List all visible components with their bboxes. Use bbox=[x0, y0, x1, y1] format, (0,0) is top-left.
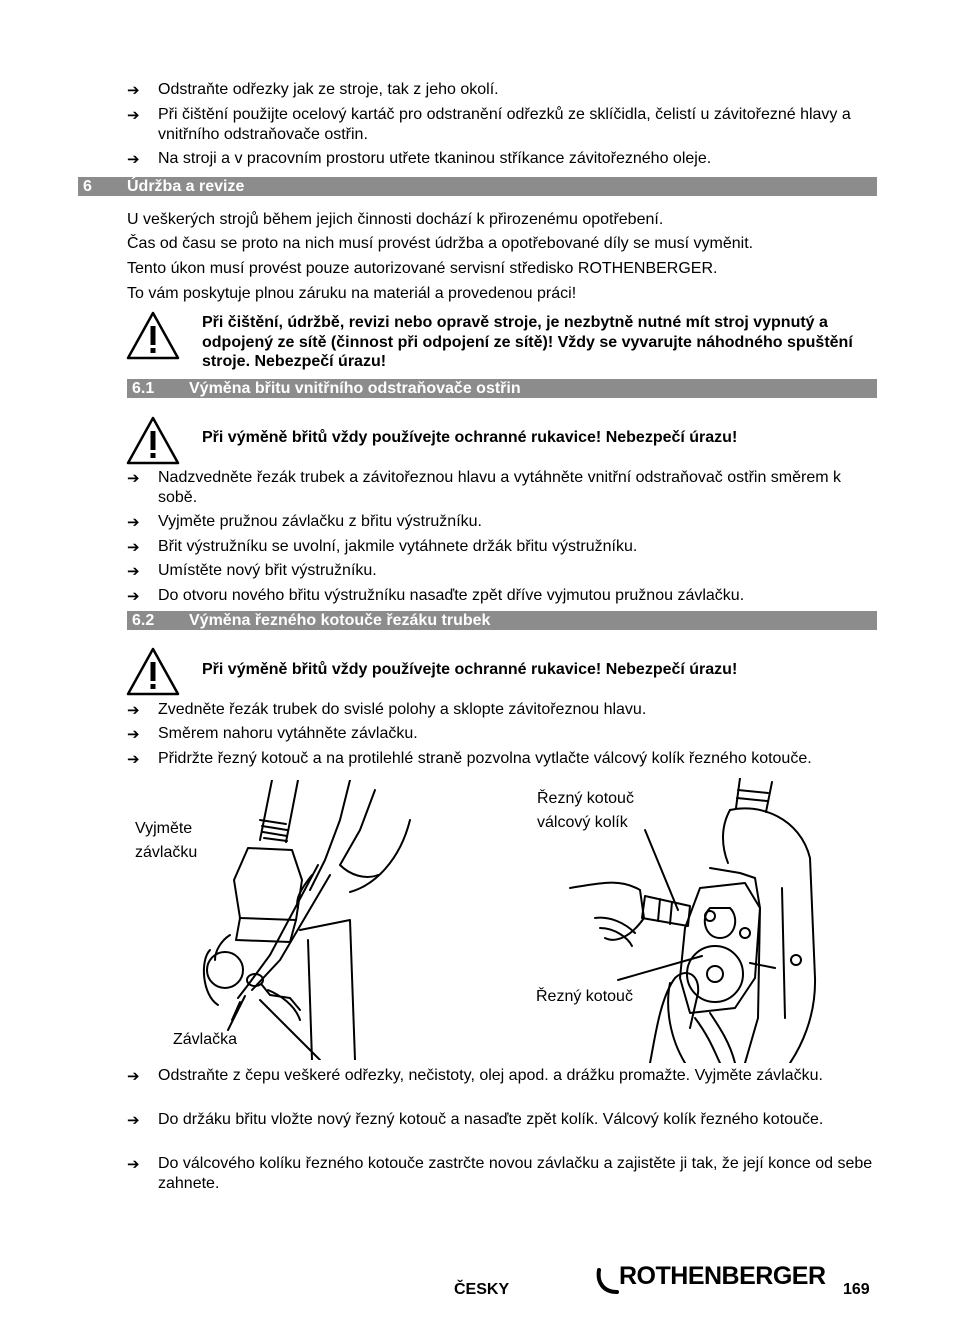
section-heading-6 bbox=[78, 177, 877, 196]
figure-label: závlačku bbox=[135, 844, 198, 861]
arrow-icon: ➔ bbox=[127, 701, 140, 719]
section-heading-6-1 bbox=[127, 379, 877, 398]
paragraph: Čas od času se proto na nich musí provést údržba a opotřebované díly se musí vyměnit. bbox=[127, 235, 754, 252]
logo-text: ROTHENBERGER bbox=[619, 1262, 826, 1290]
bullet-text: Nadzvedněte řezák trubek a závitořeznou hlavu a vytáhněte vnitřní odstraňovač ostřin směrem k sobě. bbox=[158, 469, 842, 506]
rothenberger-logo bbox=[595, 1262, 830, 1302]
list-item bbox=[127, 537, 877, 557]
section-heading-6-2 bbox=[127, 611, 877, 630]
bullet-text: Do otvoru nového břitu výstružníku nasaďte zpět dříve vyjmutou pružnou závlačku. bbox=[158, 587, 745, 604]
figure-label: Vyjměte bbox=[135, 820, 193, 837]
list-item bbox=[127, 80, 877, 100]
bullet-text: Při čištění použijte ocelový kartáč pro odstranění odřezků ze sklíčidla, čelistí u závitořezné hlavy a vnitřního odstraňovače ostřin. bbox=[158, 106, 851, 143]
warning-text: Při výměně břitů vždy používejte ochranné rukavice! Nebezpečí úrazu! bbox=[202, 429, 738, 446]
bullet-text: Do válcového kolíku řezného kotouče zastrčte novou závlačku a zajistěte ji tak, že její konce od sebe zahnete. bbox=[158, 1155, 873, 1192]
figure-label: Řezný kotouč bbox=[537, 790, 634, 807]
paragraph: Tento úkon musí provést pouze autorizované servisní středisko ROTHENBERGER. bbox=[127, 260, 718, 277]
list-item bbox=[127, 749, 877, 769]
bullet-text: Odstraňte odřezky jak ze stroje, tak z jeho okolí. bbox=[158, 81, 499, 98]
list-item bbox=[127, 1154, 877, 1194]
list-item bbox=[127, 512, 877, 532]
figure-label: válcový kolík bbox=[537, 814, 628, 831]
arrow-icon: ➔ bbox=[127, 750, 140, 768]
warning-icon bbox=[126, 311, 180, 360]
arrow-icon: ➔ bbox=[127, 1111, 140, 1129]
bullet-text: Přidržte řezný kotouč a na protilehlé straně pozvolna vytlačte válcový kolík řezného kotouče. bbox=[158, 750, 812, 767]
bullet-text: Umístěte nový břit výstružníku. bbox=[158, 562, 377, 579]
arrow-icon: ➔ bbox=[127, 562, 140, 580]
arrow-icon: ➔ bbox=[127, 725, 140, 743]
section-number: 6.2 bbox=[132, 612, 155, 629]
list-item bbox=[127, 1066, 877, 1086]
bullet-text: Směrem nahoru vytáhněte závlačku. bbox=[158, 725, 418, 742]
section-title: Výměna břitu vnitřního odstraňovače ostřin bbox=[189, 380, 521, 397]
arrow-icon: ➔ bbox=[127, 81, 140, 99]
arrow-icon: ➔ bbox=[127, 587, 140, 605]
bullet-text: Na stroji a v pracovním prostoru utřete tkaninou stříkance závitořezného oleje. bbox=[158, 150, 712, 167]
paragraph: To vám poskytuje plnou záruku na materiál a provedenou práci! bbox=[127, 285, 577, 302]
list-item bbox=[127, 468, 877, 508]
section-number: 6.1 bbox=[132, 380, 155, 397]
section-title: Údržba a revize bbox=[127, 178, 245, 195]
bullet-text: Do držáku břitu vložte nový řezný kotouč a nasaďte zpět kolík. Válcový kolík řezného kotouče. bbox=[158, 1111, 824, 1128]
list-item bbox=[127, 1110, 877, 1130]
list-item bbox=[127, 149, 877, 169]
section-title: Výměna řezného kotouče řezáku trubek bbox=[189, 612, 491, 629]
pliers-illustration bbox=[200, 780, 415, 1060]
bullet-text: Zvedněte řezák trubek do svislé polohy a sklopte závitořeznou hlavu. bbox=[158, 701, 647, 718]
list-item bbox=[127, 586, 877, 606]
bullet-text: Vyjměte pružnou závlačku z břitu výstružníku. bbox=[158, 513, 482, 530]
warning-icon bbox=[126, 647, 180, 696]
footer-language: ČESKY bbox=[454, 1281, 510, 1298]
figure-label: Závlačka bbox=[173, 1031, 238, 1048]
paragraph: U veškerých strojů během jejich činnosti dochází k přirozenému opotřebení. bbox=[127, 211, 664, 228]
list-item bbox=[127, 724, 877, 744]
arrow-icon: ➔ bbox=[127, 1067, 140, 1085]
bullet-text: Břit výstružníku se uvolní, jakmile vytáhnete držák břitu výstružníku. bbox=[158, 538, 638, 555]
warning-text: Při čištění, údržbě, revizi nebo opravě stroje, je nezbytně nutné mít stroj vypnutý a odpojený ze sítě (činnost při odpojení ze sítě)! Vždy se vyvarujte náhodného spuštění stroje. Nebezpečí úrazu! bbox=[202, 314, 853, 370]
arrow-icon: ➔ bbox=[127, 538, 140, 556]
arrow-icon: ➔ bbox=[127, 1155, 140, 1173]
figure-label: Řezný kotouč bbox=[536, 988, 633, 1005]
bullet-text: Odstraňte z čepu veškeré odřezky, nečistoty, olej apod. a drážku promažte. Vyjměte závlačku. bbox=[158, 1067, 823, 1084]
list-item bbox=[127, 700, 877, 720]
warning-icon bbox=[126, 416, 180, 465]
page-number: 169 bbox=[843, 1281, 870, 1298]
warning-text: Při výměně břitů vždy používejte ochranné rukavice! Nebezpečí úrazu! bbox=[202, 661, 738, 678]
arrow-icon: ➔ bbox=[127, 469, 140, 487]
section-number: 6 bbox=[83, 178, 92, 195]
list-item bbox=[127, 561, 877, 581]
list-item bbox=[127, 105, 877, 145]
arrow-icon: ➔ bbox=[127, 513, 140, 531]
cutter-illustration bbox=[560, 778, 820, 1063]
arrow-icon: ➔ bbox=[127, 150, 140, 168]
arrow-icon: ➔ bbox=[127, 106, 140, 124]
